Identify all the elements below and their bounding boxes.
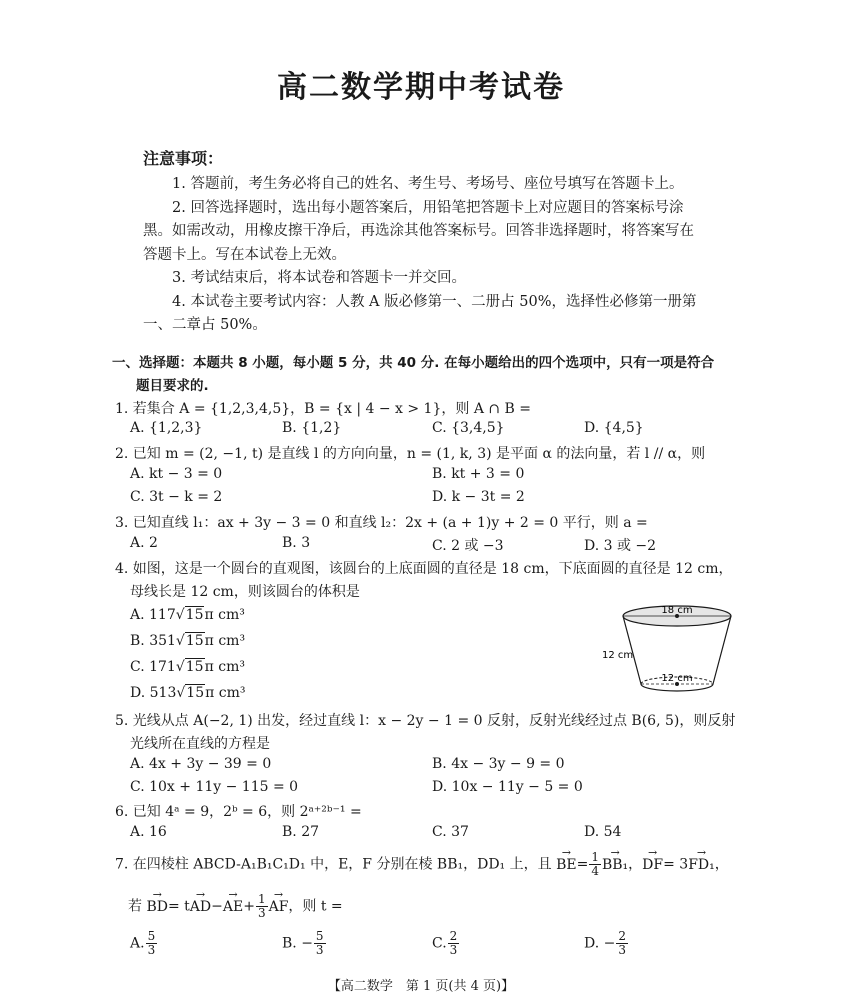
- notice-line: 2. 回答选择题时，选出每小题答案后，用铅笔把答题卡上对应题目的答案标号涂: [172, 200, 684, 216]
- q6-option-c: C. 37: [432, 824, 469, 840]
- notice-line: 黑。如需改动，用橡皮擦干净后，再选涂其他答案标号。回答非选择题时，将答案写在: [143, 223, 694, 239]
- q7-option-d: D. − $\frac{2}{3}$: [584, 929, 626, 957]
- notice-line: 4. 本试卷主要考试内容：人教 A 版必修第一、二册占 50%，选择性必修第一册第: [172, 294, 697, 310]
- notice-line: 3. 考试结束后，将本试卷和答题卡一并交回。: [172, 270, 466, 286]
- q2-option-d: D. k − 3t = 2: [432, 489, 525, 505]
- q6-option-d: D. 54: [584, 824, 622, 840]
- q6-option-a: A. 16: [130, 824, 167, 840]
- q3-option-b: B. 3: [282, 535, 311, 551]
- q4-option-d: D. 513√15π cm³: [130, 685, 246, 701]
- fig-side-label: 12 cm: [602, 650, 634, 661]
- question-4-stem: 4. 如图，这是一个圆台的直观图，该圆台的上底面圆的直径是 18 cm，下底面圆的直径是 12 cm，: [115, 561, 733, 577]
- q2-option-b: B. kt + 3 = 0: [432, 466, 525, 482]
- q5-option-c: C. 10x + 11y − 115 = 0: [130, 779, 299, 795]
- q7-option-a: A. $\frac{5}{3}$: [130, 929, 156, 957]
- notice-heading: 注意事项：: [143, 149, 224, 168]
- q5-option-a: A. 4x + 3y − 39 = 0: [130, 756, 272, 772]
- q3-option-c: C. 2 或 −3: [432, 538, 504, 554]
- question-2-stem: 2. 已知 m = (2, −1, t) 是直线 l 的方向向量，n = (1, k, 3) 是平面 α 的法向量，若 l // α，则: [115, 446, 706, 462]
- q5-option-d: D. 10x − 11y − 5 = 0: [432, 779, 583, 795]
- q3-option-d: D. 3 或 −2: [584, 538, 657, 554]
- notice-line: 一、二章占 50%。: [143, 317, 267, 333]
- q1-option-a: A. {1,2,3}: [130, 420, 203, 436]
- fig-bottom-label: 12 cm: [661, 673, 693, 684]
- question-3-stem: 3. 已知直线 l₁：ax + 3y − 3 = 0 和直线 l₂：2x + (a + 1)y + 2 = 0 平行，则 a =: [115, 515, 648, 531]
- q1-option-d: D. {4,5}: [584, 420, 644, 436]
- question-6-stem: 6. 已知 4ᵃ = 9，2ᵇ = 6，则 2ᵃ⁺²ᵇ⁻¹ =: [115, 804, 362, 820]
- q6-option-b: B. 27: [282, 824, 320, 840]
- q7-option-c: C. $\frac{2}{3}$: [432, 929, 458, 957]
- page-title: 高二数学期中考试卷: [277, 70, 565, 105]
- q4-option-a: A. 117√15π cm³: [130, 607, 245, 623]
- q4-option-b: B. 351√15π cm³: [130, 633, 246, 649]
- q7-option-b: B. − $\frac{5}{3}$: [282, 929, 324, 957]
- q4-option-c: C. 171√15π cm³: [130, 659, 245, 675]
- frustum-right-edge: [713, 616, 731, 684]
- section-heading: 一、选择题：本题共 8 小题，每小题 5 分，共 40 分. 在每小题给出的四个选项中，只有一项是符合: [112, 355, 715, 371]
- question-7-stem-cont: 若 → BD= t→ AD−→ AE+ $\frac{1}{3}$ → AF，则 t =: [128, 893, 343, 920]
- section-heading-cont: 题目要求的.: [136, 378, 209, 394]
- q2-option-c: C. 3t − k = 2: [130, 489, 223, 505]
- q1-option-b: B. {1,2}: [282, 420, 342, 436]
- question-1-stem: 1. 若集合 A = {1,2,3,4,5}，B = {x | 4 − x > 1}，则 A ∩ B =: [115, 401, 532, 417]
- q5-option-b: B. 4x − 3y − 9 = 0: [432, 756, 565, 772]
- question-5-stem: 5. 光线从点 A(−2, 1) 出发，经过直线 l：x − 2y − 1 = 0 反射，反射光线经过点 B(6, 5)，则反射: [115, 713, 736, 729]
- frustum-figure: [600, 598, 740, 702]
- notice-line: 答题卡上。写在本试卷上无效。: [143, 247, 346, 263]
- q1-option-c: C. {3,4,5}: [432, 420, 505, 436]
- page-footer: 【高二数学 第 1 页(共 4 页)】: [327, 979, 515, 994]
- notice-line: 1. 答题前，考生务必将自己的姓名、考生号、考场号、座位号填写在答题卡上。: [172, 176, 684, 192]
- q2-option-a: A. kt − 3 = 0: [130, 466, 223, 482]
- q3-option-a: A. 2: [130, 535, 158, 551]
- fig-top-label: 18 cm: [661, 605, 693, 616]
- question-5-stem-cont: 光线所在直线的方程是: [130, 736, 270, 752]
- question-4-stem-cont: 母线长是 12 cm，则该圆台的体积是: [130, 584, 360, 600]
- question-7-stem: 7. 在四棱柱 ABCD-A₁B₁C₁D₁ 中，E，F 分别在棱 BB₁，DD₁ 上，且 → BE= $\frac{1}{4}$ → BB₁，→ DF= 3→ FD₁，: [115, 851, 729, 878]
